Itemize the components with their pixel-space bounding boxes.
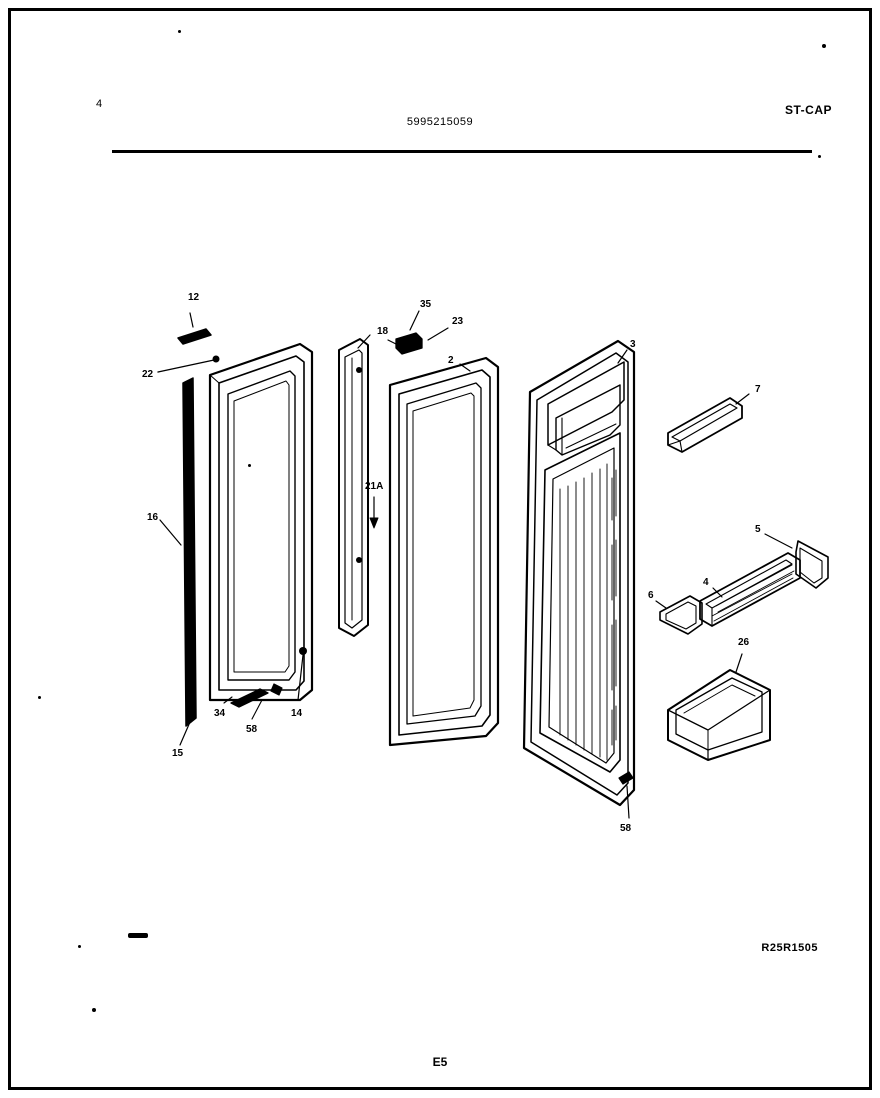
callout-35: 35 <box>420 299 432 310</box>
header-model-code: ST-CAP <box>784 103 832 117</box>
callout-16: 16 <box>147 512 159 523</box>
callout-3: 3 <box>630 339 636 350</box>
callout-5: 5 <box>755 524 761 535</box>
callout-34: 34 <box>214 708 226 719</box>
callout-21a: 21A <box>365 481 384 492</box>
callout-12: 12 <box>188 292 200 303</box>
callout-14: 14 <box>291 708 303 719</box>
callout-2: 2 <box>448 355 454 366</box>
callout-7: 7 <box>755 384 761 395</box>
callout-6: 6 <box>648 590 654 601</box>
page-label: E5 <box>432 1055 448 1069</box>
header-page-number: 4 <box>96 98 103 110</box>
callout-23: 23 <box>452 316 464 327</box>
callout-58-lower: 58 <box>620 823 632 834</box>
callout-4: 4 <box>703 577 709 588</box>
drawing-code: R25R1505 <box>761 942 818 954</box>
callout-18: 18 <box>377 326 389 337</box>
callout-22: 22 <box>142 369 154 380</box>
callout-26: 26 <box>738 637 750 648</box>
header-part-number: 5995215059 <box>406 116 474 128</box>
callout-15: 15 <box>172 748 184 759</box>
callout-58: 58 <box>246 724 258 735</box>
